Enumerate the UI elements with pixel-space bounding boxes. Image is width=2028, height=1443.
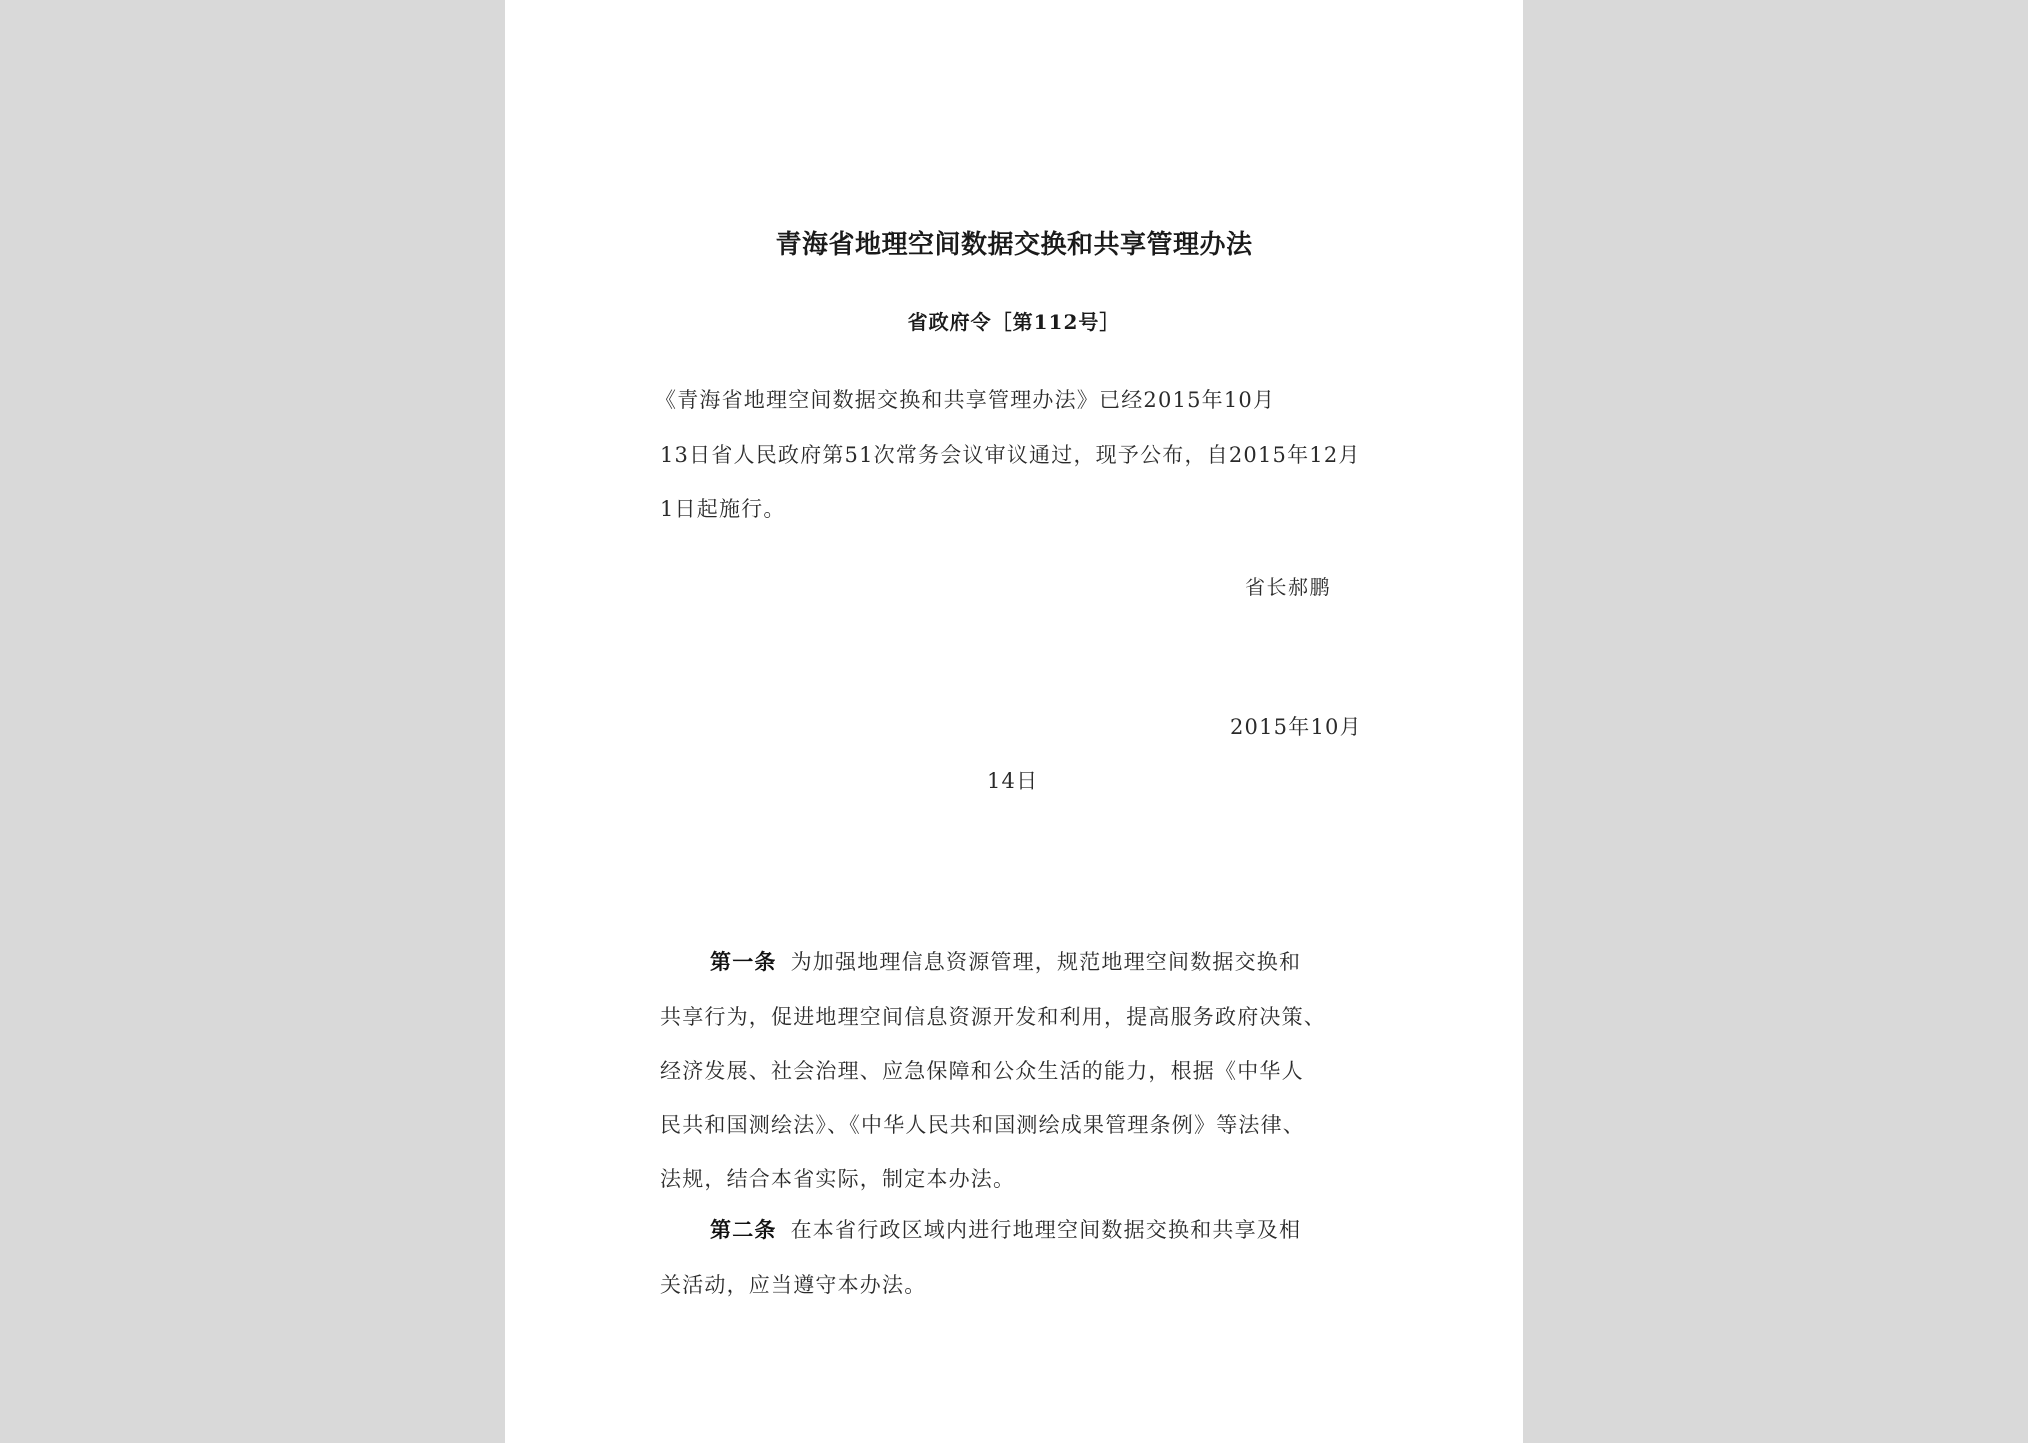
article-2-heading: 第二条 [710,1217,777,1242]
article-1-line: 民共和国测绘法》、《中华人民共和国测绘成果管理条例》等法律、 [660,1113,1305,1137]
date-line: 14日 [987,769,1039,793]
article-2-text: 在本省行政区域内进行地理空间数据交换和共享及相 [790,1218,1302,1242]
signer: 省长郝鹏 [1245,575,1331,599]
article-2-first-line [710,1214,1301,1244]
preamble-line: 《青海省地理空间数据交换和共享管理办法》已经2015年10月 [655,388,1276,412]
article-2-line: 关活动，应当遵守本办法。 [660,1273,927,1297]
article-1-text: 为加强地理信息资源管理，规范地理空间数据交换和 [790,950,1302,974]
date-line: 2015年10月 [1230,715,1362,739]
article-1-first-line [710,946,1301,976]
article-1-heading: 第一条 [710,949,777,974]
article-1-line: 经济发展、社会治理、应急保障和公众生活的能力，根据《中华人 [660,1059,1304,1083]
preamble-line: 1日起施行。 [660,497,786,521]
document-title: 青海省地理空间数据交换和共享管理办法 [775,230,1253,260]
preamble-line: 13日省人民政府第51次常务会议审议通过，现予公布，自2015年12月 [660,443,1361,467]
article-1-line: 共享行为，促进地理空间信息资源开发和利用，提高服务政府决策、 [660,1005,1326,1029]
article-1-line: 法规，结合本省实际，制定本办法。 [660,1167,1016,1191]
order-number: 省政府令［第112号］ [907,310,1121,334]
document-page [505,0,1523,1443]
